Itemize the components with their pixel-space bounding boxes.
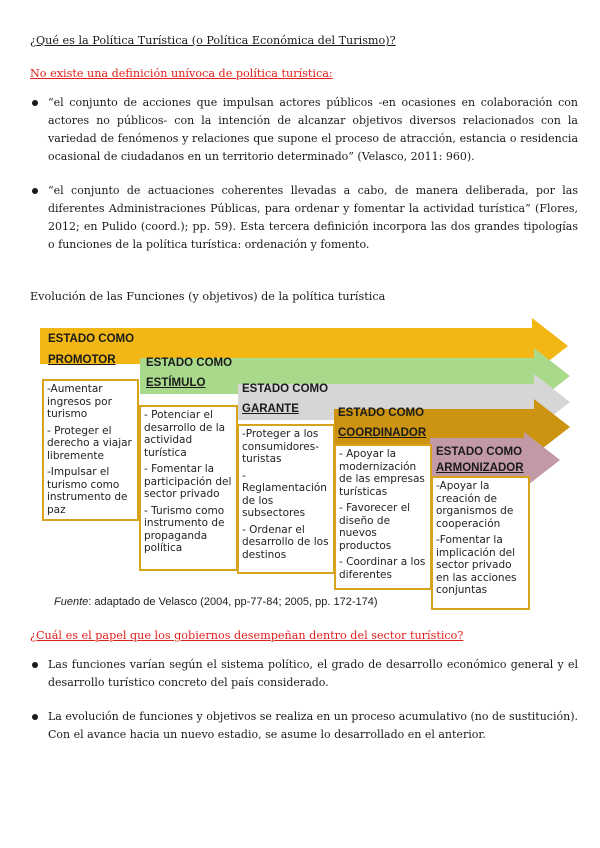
stage-label-garante <box>242 382 328 416</box>
page-title: ¿Qué es la Política Turística (o Política Económica del Turismo)? <box>30 34 396 47</box>
stage-label-name: GARANTE <box>242 403 299 415</box>
functions-box-armonizador <box>431 476 530 610</box>
function-item: - Apoyar la modernización de las empresas turísticas <box>339 448 425 498</box>
question-heading: ¿Cuál es el papel que los gobiernos desempeñan dentro del sector turístico? <box>30 629 464 642</box>
roles-list <box>30 656 578 744</box>
function-item: - Turismo como instrumento de propaganda política <box>144 504 225 554</box>
function-item: - Proteger el derecho a viajar libremente <box>47 424 132 462</box>
list-item <box>30 708 578 744</box>
stage-label-line: ESTADO COMO <box>242 383 329 395</box>
function-item: -Aumentar ingresos por turismo <box>47 383 112 420</box>
source-label: Fuente <box>54 596 89 608</box>
role-text: Las funciones varían según el sistema político, el grado de desarrollo económico general y el desarrollo turístico concreto del país considerado. <box>48 658 578 689</box>
bullet-icon <box>32 188 38 194</box>
function-item: - Coordinar a los diferentes <box>339 556 426 581</box>
role-text: La evolución de funciones y objetivos se realiza en un proceso acumulativo (no de sustitución). Con el avance hacia un nuevo estadio, se asume lo desarrollado en el anterior. <box>48 710 578 741</box>
definition-text: “el conjunto de actuaciones coherentes llevadas a cabo, de manera deliberada, por las diferentes Administraciones Públicas, para ordenar y fomentar la actividad turística” (Flores, 2012; en Pulido (coord.); pp. 59). Esta tercera definición incorpora las dos grandes tipologías o funciones de la política turística: ordenación y fomento. <box>48 184 578 251</box>
stage-label-name: ESTÍMULO <box>146 377 206 389</box>
function-item: - Fomentar la participación del sector privado <box>144 463 232 500</box>
section-title: Evolución de las Funciones (y objetivos) de la política turística <box>30 290 386 303</box>
definition-intro: No existe una definición unívoca de política turística: <box>30 67 333 80</box>
stage-label-name: PROMOTOR <box>48 354 116 366</box>
stage-label-line: ESTADO COMO <box>338 407 425 419</box>
stage-label-line: ESTADO COMO <box>48 333 135 345</box>
bullet-icon <box>32 714 38 720</box>
functions-box-estimulo <box>139 405 238 571</box>
function-item: - Potenciar el desarrollo de la actividad turística <box>144 409 226 459</box>
source-citation <box>54 596 378 608</box>
function-item: - Reglamentación de los subsectores <box>242 469 327 519</box>
function-item: -Proteger a los consumidores-turistas <box>242 428 320 465</box>
stage-label-name: ARMONIZADOR <box>436 462 524 474</box>
stage-label-armonizador <box>436 445 524 475</box>
source-text: : adaptado de Velasco (2004, pp-77-84; 2005, pp. 172-174) <box>88 596 378 608</box>
list-item <box>30 656 578 692</box>
list-item <box>30 182 578 254</box>
function-item: -Impulsar el turismo como instrumento de paz <box>47 466 128 516</box>
stage-label-line: ESTADO COMO <box>436 446 523 458</box>
functions-box-coordinador <box>334 444 432 590</box>
stage-label-coordinador <box>338 406 426 440</box>
stage-label-promotor <box>48 332 134 367</box>
stage-label-estimulo <box>146 356 232 390</box>
functions-box-garante <box>237 424 335 574</box>
function-item: -Fomentar la implicación del sector privado en las acciones conjuntas <box>436 534 517 596</box>
function-item: - Favorecer el diseño de nuevos productos <box>339 502 411 552</box>
bullet-icon <box>32 662 38 668</box>
function-item: -Apoyar la creación de organismos de cooperación <box>436 480 514 530</box>
list-item <box>30 94 578 166</box>
functions-box-promotor <box>42 379 139 521</box>
definitions-list <box>30 94 578 254</box>
stage-label-line: ESTADO COMO <box>146 357 233 369</box>
stage-label-name: COORDINADOR <box>338 427 427 439</box>
bullet-icon <box>32 100 38 106</box>
function-item: - Ordenar el desarrollo de los destinos <box>242 523 329 561</box>
definition-text: “el conjunto de acciones que impulsan actores públicos -en ocasiones en colaboración con actores no públicos- con la intención de alcanzar objetivos diversos relacionados con la variedad de fenómenos y relaciones que supone el proceso de atracción, estancia o residencia ocasional de ciudadanos en un territorio determinado” (Velasco, 2011: 960). <box>48 96 578 163</box>
